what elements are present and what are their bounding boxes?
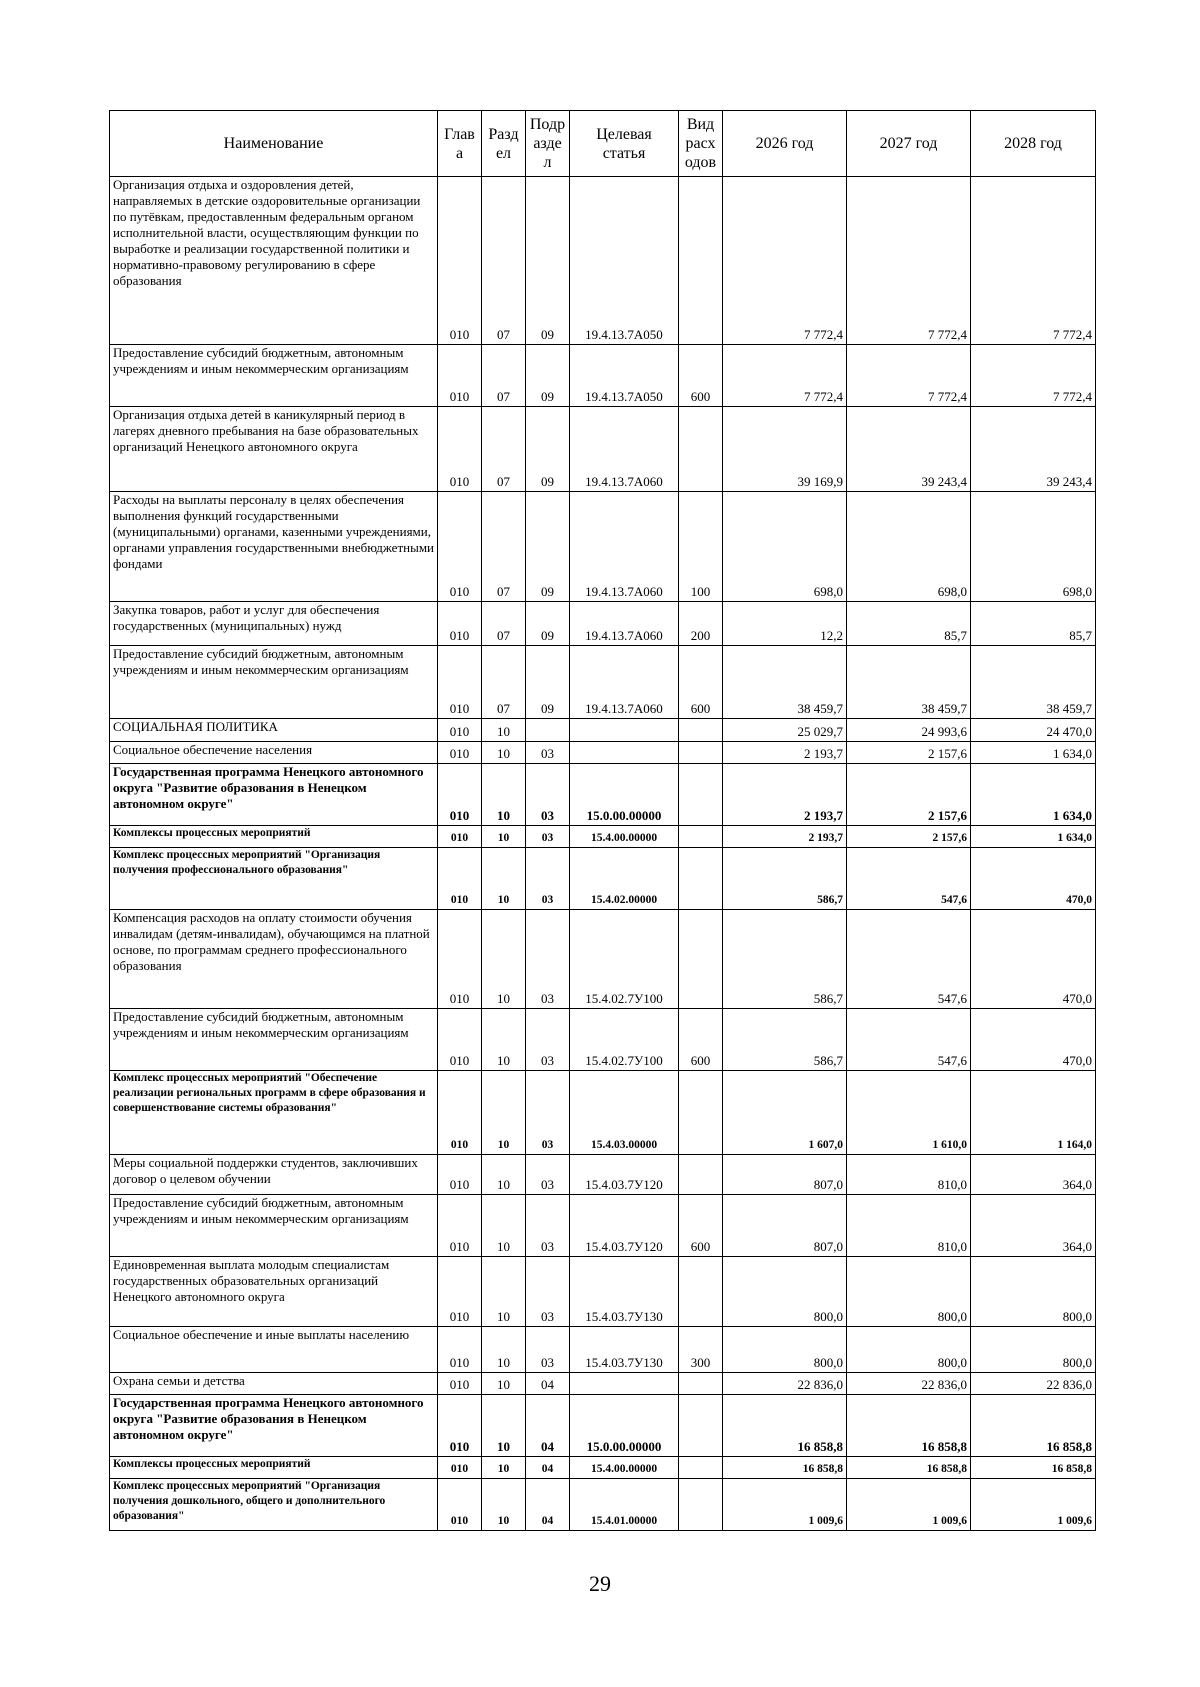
cell-razdel: 07 (482, 177, 526, 345)
header-article: Целевая статья (570, 111, 679, 177)
cell-glava: 010 (438, 826, 482, 848)
cell-2028: 364,0 (971, 1155, 1096, 1195)
cell-name: Государственная программа Ненецкого автономного округа "Развитие образования в Ненецком автономном округе" (110, 1395, 438, 1457)
cell-name: Компенсация расходов на оплату стоимости обучения инвалидам (детям-инвалидам), обучающимся на платной основе, по программам среднего профессионального образования (110, 910, 438, 1009)
cell-podrazdel: 04 (526, 1373, 570, 1395)
cell-2027: 547,6 (847, 910, 971, 1009)
cell-glava: 010 (438, 1257, 482, 1327)
cell-glava: 010 (438, 1457, 482, 1479)
cell-razdel: 10 (482, 1327, 526, 1373)
cell-razdel: 10 (482, 1195, 526, 1257)
table-row (110, 1009, 1096, 1071)
cell-podrazdel: 09 (526, 407, 570, 492)
cell-podrazdel: 03 (526, 1071, 570, 1155)
table-row (110, 1479, 1096, 1531)
cell-2026: 800,0 (723, 1257, 847, 1327)
cell-2026: 800,0 (723, 1327, 847, 1373)
cell-article: 15.4.02.7У100 (570, 1009, 679, 1071)
cell-name: Организация отдыха и оздоровления детей, направляемых в детские оздоровительные организации по путёвкам, предоставленным федеральным органом исполнительной власти, осуществляющим функции по выработке и реализации государственной политики и нормативно-правовому регулированию в сфере образования (110, 177, 438, 345)
cell-glava: 010 (438, 719, 482, 742)
cell-razdel: 07 (482, 345, 526, 407)
cell-article: 15.4.03.7У130 (570, 1257, 679, 1327)
cell-razdel: 10 (482, 848, 526, 910)
cell-vid (679, 1071, 723, 1155)
cell-podrazdel: 03 (526, 910, 570, 1009)
cell-2028: 364,0 (971, 1195, 1096, 1257)
cell-2027: 547,6 (847, 1009, 971, 1071)
cell-2028: 1 009,6 (971, 1479, 1096, 1531)
cell-name: Государственная программа Ненецкого автономного округа "Развитие образования в Ненецком автономном округе" (110, 764, 438, 826)
cell-name: Социальное обеспечение и иные выплаты населению (110, 1327, 438, 1373)
budget-table (109, 110, 1096, 1531)
table-row (110, 1195, 1096, 1257)
cell-vid (679, 719, 723, 742)
cell-2028: 470,0 (971, 848, 1096, 910)
cell-glava: 010 (438, 1373, 482, 1395)
cell-2026: 586,7 (723, 910, 847, 1009)
cell-glava: 010 (438, 602, 482, 646)
cell-2027: 38 459,7 (847, 646, 971, 719)
cell-2026: 16 858,8 (723, 1395, 847, 1457)
cell-glava: 010 (438, 345, 482, 407)
cell-glava: 010 (438, 1395, 482, 1457)
header-glava: Глав а (438, 111, 482, 177)
cell-glava: 010 (438, 1327, 482, 1373)
cell-vid (679, 407, 723, 492)
cell-podrazdel: 09 (526, 492, 570, 602)
table-row (110, 742, 1096, 764)
cell-podrazdel: 09 (526, 345, 570, 407)
cell-2027: 2 157,6 (847, 826, 971, 848)
table-row (110, 177, 1096, 345)
cell-2028: 38 459,7 (971, 646, 1096, 719)
cell-article: 15.4.02.00000 (570, 848, 679, 910)
cell-podrazdel: 03 (526, 826, 570, 848)
cell-name: Комплекс процессных мероприятий "Организация получения профессионального образования" (110, 848, 438, 910)
cell-name: Социальное обеспечение населения (110, 742, 438, 764)
cell-article: 15.0.00.00000 (570, 764, 679, 826)
cell-vid (679, 848, 723, 910)
cell-2027: 16 858,8 (847, 1457, 971, 1479)
table-row (110, 1155, 1096, 1195)
cell-2026: 39 169,9 (723, 407, 847, 492)
header-2026: 2026 год (723, 111, 847, 177)
table-row (110, 1257, 1096, 1327)
table-row (110, 602, 1096, 646)
cell-vid (679, 1457, 723, 1479)
cell-podrazdel: 03 (526, 742, 570, 764)
cell-name: Комплексы процессных мероприятий (110, 1457, 438, 1479)
cell-2027: 800,0 (847, 1257, 971, 1327)
cell-vid (679, 910, 723, 1009)
cell-2026: 586,7 (723, 1009, 847, 1071)
cell-name: Комплекс процессных мероприятий "Организация получения дошкольного, общего и дополнительного образования" (110, 1479, 438, 1531)
table-row (110, 1457, 1096, 1479)
cell-vid (679, 764, 723, 826)
cell-2027: 7 772,4 (847, 177, 971, 345)
cell-podrazdel: 03 (526, 848, 570, 910)
cell-vid: 600 (679, 646, 723, 719)
cell-glava: 010 (438, 177, 482, 345)
cell-podrazdel: 09 (526, 177, 570, 345)
table-header-row (110, 111, 1096, 177)
cell-2026: 7 772,4 (723, 177, 847, 345)
cell-razdel: 07 (482, 407, 526, 492)
cell-article (570, 1373, 679, 1395)
cell-article: 19.4.13.7А060 (570, 646, 679, 719)
cell-glava: 010 (438, 492, 482, 602)
table-row (110, 826, 1096, 848)
cell-podrazdel: 03 (526, 1327, 570, 1373)
cell-2028: 85,7 (971, 602, 1096, 646)
cell-razdel: 10 (482, 1009, 526, 1071)
cell-article (570, 719, 679, 742)
cell-razdel: 10 (482, 910, 526, 1009)
cell-vid: 600 (679, 1009, 723, 1071)
cell-2027: 1 009,6 (847, 1479, 971, 1531)
cell-2026: 807,0 (723, 1155, 847, 1195)
header-name: Наименование (110, 111, 438, 177)
cell-vid (679, 177, 723, 345)
cell-name: Комплексы процессных мероприятий (110, 826, 438, 848)
cell-razdel: 07 (482, 492, 526, 602)
table-row (110, 1373, 1096, 1395)
cell-vid: 600 (679, 1195, 723, 1257)
cell-2026: 7 772,4 (723, 345, 847, 407)
cell-2027: 810,0 (847, 1195, 971, 1257)
cell-article: 15.0.00.00000 (570, 1395, 679, 1457)
table-row (110, 764, 1096, 826)
cell-glava: 010 (438, 646, 482, 719)
cell-vid (679, 826, 723, 848)
cell-podrazdel: 04 (526, 1479, 570, 1531)
cell-vid (679, 1373, 723, 1395)
cell-podrazdel (526, 719, 570, 742)
cell-glava: 010 (438, 1195, 482, 1257)
cell-podrazdel: 09 (526, 646, 570, 719)
cell-razdel: 10 (482, 1395, 526, 1457)
cell-vid (679, 1479, 723, 1531)
cell-2028: 1 164,0 (971, 1071, 1096, 1155)
cell-2027: 85,7 (847, 602, 971, 646)
cell-razdel: 10 (482, 1155, 526, 1195)
cell-article: 19.4.13.7А050 (570, 177, 679, 345)
cell-article: 19.4.13.7А060 (570, 407, 679, 492)
cell-article: 19.4.13.7А060 (570, 492, 679, 602)
cell-2028: 7 772,4 (971, 345, 1096, 407)
cell-glava: 010 (438, 1071, 482, 1155)
header-razdel: Разд ел (482, 111, 526, 177)
cell-2027: 7 772,4 (847, 345, 971, 407)
cell-name: СОЦИАЛЬНАЯ ПОЛИТИКА (110, 719, 438, 742)
header-2027: 2027 год (847, 111, 971, 177)
cell-2026: 2 193,7 (723, 826, 847, 848)
cell-2026: 38 459,7 (723, 646, 847, 719)
cell-razdel: 10 (482, 1457, 526, 1479)
cell-article: 15.4.00.00000 (570, 1457, 679, 1479)
cell-razdel: 10 (482, 826, 526, 848)
cell-2027: 2 157,6 (847, 764, 971, 826)
cell-podrazdel: 03 (526, 1155, 570, 1195)
cell-vid: 200 (679, 602, 723, 646)
cell-razdel: 10 (482, 1257, 526, 1327)
cell-2028: 7 772,4 (971, 177, 1096, 345)
cell-name: Закупка товаров, работ и услуг для обеспечения государственных (муниципальных) нужд (110, 602, 438, 646)
cell-vid: 100 (679, 492, 723, 602)
cell-razdel: 10 (482, 1479, 526, 1531)
cell-2028: 1 634,0 (971, 742, 1096, 764)
cell-2026: 1 009,6 (723, 1479, 847, 1531)
cell-razdel: 10 (482, 1071, 526, 1155)
table-row (110, 646, 1096, 719)
cell-2028: 800,0 (971, 1257, 1096, 1327)
cell-2026: 25 029,7 (723, 719, 847, 742)
cell-podrazdel: 04 (526, 1395, 570, 1457)
cell-podrazdel: 03 (526, 1009, 570, 1071)
cell-2028: 16 858,8 (971, 1457, 1096, 1479)
cell-2028: 1 634,0 (971, 826, 1096, 848)
header-podrazdel: Подр азде л (526, 111, 570, 177)
cell-2028: 16 858,8 (971, 1395, 1096, 1457)
cell-2028: 1 634,0 (971, 764, 1096, 826)
cell-podrazdel: 09 (526, 602, 570, 646)
cell-2026: 586,7 (723, 848, 847, 910)
header-vid: Вид расх одов (679, 111, 723, 177)
cell-razdel: 10 (482, 719, 526, 742)
table-row (110, 407, 1096, 492)
cell-vid: 300 (679, 1327, 723, 1373)
cell-2028: 22 836,0 (971, 1373, 1096, 1395)
cell-article: 15.4.03.7У130 (570, 1327, 679, 1373)
cell-article: 19.4.13.7А050 (570, 345, 679, 407)
cell-razdel: 10 (482, 742, 526, 764)
cell-article: 19.4.13.7А060 (570, 602, 679, 646)
cell-2028: 470,0 (971, 1009, 1096, 1071)
cell-vid (679, 1155, 723, 1195)
cell-vid: 600 (679, 345, 723, 407)
cell-podrazdel: 03 (526, 1257, 570, 1327)
cell-2026: 698,0 (723, 492, 847, 602)
cell-2026: 22 836,0 (723, 1373, 847, 1395)
table-row (110, 719, 1096, 742)
cell-2026: 1 607,0 (723, 1071, 847, 1155)
cell-vid (679, 1257, 723, 1327)
page-number: 29 (589, 1571, 611, 1596)
cell-2026: 2 193,7 (723, 764, 847, 826)
cell-glava: 010 (438, 1479, 482, 1531)
cell-razdel: 10 (482, 1373, 526, 1395)
cell-2026: 2 193,7 (723, 742, 847, 764)
cell-2028: 470,0 (971, 910, 1096, 1009)
cell-article: 15.4.02.7У100 (570, 910, 679, 1009)
header-2028: 2028 год (971, 111, 1096, 177)
cell-2027: 1 610,0 (847, 1071, 971, 1155)
cell-name: Предоставление субсидий бюджетным, автономным учреждениям и иным некоммерческим организациям (110, 646, 438, 719)
table-body (110, 177, 1096, 1531)
cell-article: 15.4.03.7У120 (570, 1155, 679, 1195)
cell-podrazdel: 03 (526, 764, 570, 826)
cell-2027: 547,6 (847, 848, 971, 910)
table-row (110, 1327, 1096, 1373)
cell-2027: 16 858,8 (847, 1395, 971, 1457)
cell-name: Охрана семьи и детства (110, 1373, 438, 1395)
cell-article: 15.4.00.00000 (570, 826, 679, 848)
table-row (110, 1395, 1096, 1457)
cell-glava: 010 (438, 1155, 482, 1195)
cell-2026: 16 858,8 (723, 1457, 847, 1479)
cell-article (570, 742, 679, 764)
cell-glava: 010 (438, 407, 482, 492)
cell-name: Предоставление субсидий бюджетным, автономным учреждениям и иным некоммерческим организациям (110, 1195, 438, 1257)
cell-glava: 010 (438, 1009, 482, 1071)
cell-podrazdel: 04 (526, 1457, 570, 1479)
cell-2028: 800,0 (971, 1327, 1096, 1373)
cell-2026: 807,0 (723, 1195, 847, 1257)
cell-article: 15.4.01.00000 (570, 1479, 679, 1531)
cell-razdel: 07 (482, 602, 526, 646)
cell-razdel: 10 (482, 764, 526, 826)
cell-razdel: 07 (482, 646, 526, 719)
cell-glava: 010 (438, 764, 482, 826)
table-row (110, 848, 1096, 910)
cell-article: 15.4.03.7У120 (570, 1195, 679, 1257)
cell-vid (679, 742, 723, 764)
cell-2027: 698,0 (847, 492, 971, 602)
cell-2027: 39 243,4 (847, 407, 971, 492)
table-row (110, 492, 1096, 602)
cell-2026: 12,2 (723, 602, 847, 646)
cell-glava: 010 (438, 848, 482, 910)
cell-2028: 24 470,0 (971, 719, 1096, 742)
cell-article: 15.4.03.00000 (570, 1071, 679, 1155)
cell-2027: 22 836,0 (847, 1373, 971, 1395)
cell-2027: 2 157,6 (847, 742, 971, 764)
cell-2028: 39 243,4 (971, 407, 1096, 492)
cell-name: Единовременная выплата молодым специалистам государственных образовательных организаций Ненецкого автономного округа (110, 1257, 438, 1327)
cell-2028: 698,0 (971, 492, 1096, 602)
cell-vid (679, 1395, 723, 1457)
cell-2027: 800,0 (847, 1327, 971, 1373)
cell-name: Предоставление субсидий бюджетным, автономным учреждениям и иным некоммерческим организациям (110, 1009, 438, 1071)
cell-podrazdel: 03 (526, 1195, 570, 1257)
cell-name: Расходы на выплаты персоналу в целях обеспечения выполнения функций государственными (муниципальными) органами, казенными учреждениями, органами управления государственными внебюджетными фондами (110, 492, 438, 602)
cell-2027: 24 993,6 (847, 719, 971, 742)
table-row (110, 345, 1096, 407)
cell-2027: 810,0 (847, 1155, 971, 1195)
cell-name: Предоставление субсидий бюджетным, автономным учреждениям и иным некоммерческим организациям (110, 345, 438, 407)
cell-name: Меры социальной поддержки студентов, заключивших договор о целевом обучении (110, 1155, 438, 1195)
table-row (110, 910, 1096, 1009)
cell-name: Комплекс процессных мероприятий "Обеспечение реализации региональных программ в сфере образования и совершенствование системы образования" (110, 1071, 438, 1155)
cell-name: Организация отдыха детей в каникулярный период в лагерях дневного пребывания на базе образовательных организаций Ненецкого автономного округа (110, 407, 438, 492)
cell-glava: 010 (438, 742, 482, 764)
table-row (110, 1071, 1096, 1155)
cell-glava: 010 (438, 910, 482, 1009)
